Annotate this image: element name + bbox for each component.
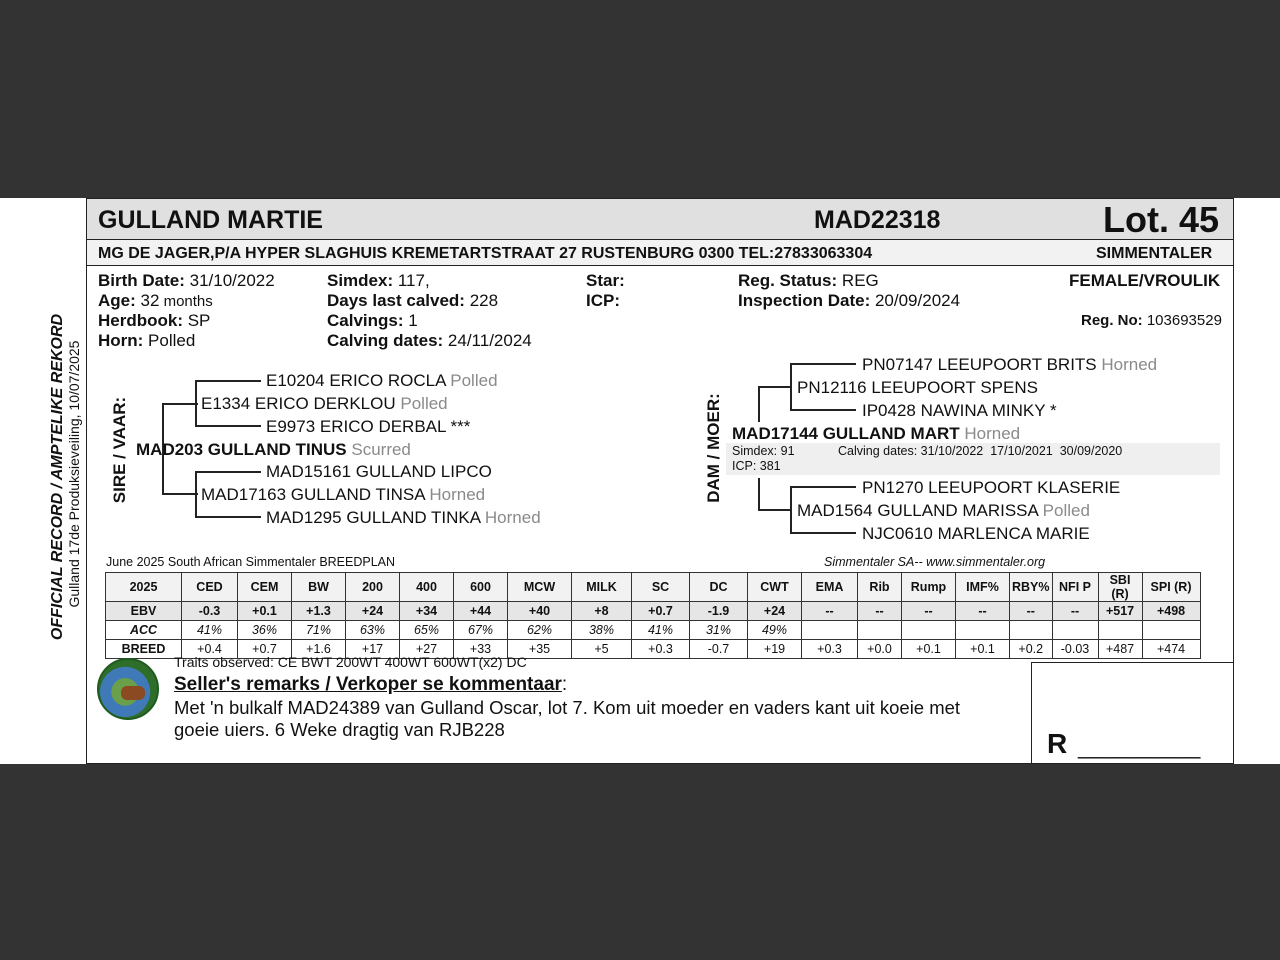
star: Star: xyxy=(586,271,625,290)
breed-cell: +19 xyxy=(748,640,802,659)
ebv-cell: +0.7 xyxy=(632,602,690,621)
ebv-cell: +498 xyxy=(1142,602,1200,621)
simdex: Simdex: 117, xyxy=(327,271,430,290)
breed-cell: +0.1 xyxy=(902,640,956,659)
days-last-calved: Days last calved: 228 xyxy=(327,291,499,310)
dgdam-bracket xyxy=(790,486,792,533)
ebv-cell: -- xyxy=(858,602,902,621)
ebv-header-row xyxy=(106,573,1201,602)
dgsire-bracket-bottom xyxy=(790,409,856,411)
breed-cell: -0.03 xyxy=(1052,640,1098,659)
inspection-date: Inspection Date: 20/09/2024 xyxy=(738,291,961,310)
owner-line: MG DE JAGER,P/A HYPER SLAGHUIS KREMETARTSTRAAT 27 RUSTENBURG 0300 TEL:27833063304 xyxy=(98,245,873,262)
horn-status: Horn: Polled xyxy=(98,331,196,350)
reg-status: Reg. Status: REG xyxy=(738,271,879,290)
ebv-cell: +8 xyxy=(572,602,632,621)
ebv-cell: +40 xyxy=(508,602,572,621)
header-cell: BW xyxy=(292,573,346,602)
dgsire-bracket xyxy=(790,363,792,410)
sire-gddam: MAD1295 GULLAND TINKA Horned xyxy=(266,508,541,527)
dam-label: DAM / MOER: xyxy=(704,393,723,503)
ebv-cell: -- xyxy=(1052,602,1098,621)
breed-cell: +35 xyxy=(508,640,572,659)
ebv-cell: +24 xyxy=(346,602,400,621)
age: Age: 32 months xyxy=(98,291,213,310)
ebv-cell: +34 xyxy=(400,602,454,621)
acc-cell xyxy=(1142,621,1200,640)
header-cell: RBY% xyxy=(1010,573,1053,602)
remarks-line-2: goeie uiers. 6 Weke dragtig van RJB228 xyxy=(174,719,505,740)
acc-row xyxy=(106,621,1201,640)
lot-number: Lot. 45 xyxy=(1103,199,1220,240)
header-cell: 2025 xyxy=(106,573,182,602)
ebv-cell: +24 xyxy=(748,602,802,621)
acc-cell: 63% xyxy=(346,621,400,640)
acc-cell: ACC xyxy=(106,621,182,640)
breed-cell: -0.7 xyxy=(690,640,748,659)
breed-name: SIMMENTALER xyxy=(1096,245,1213,262)
header-cell: 600 xyxy=(454,573,508,602)
dam-name: MAD17144 GULLAND MART Horned xyxy=(732,424,1021,443)
header-cell: IMF% xyxy=(956,573,1010,602)
remarks-heading: Seller's remarks / Verkoper se kommentaar: xyxy=(174,674,568,695)
header-cell: DC xyxy=(690,573,748,602)
header-cell: SPI (R) xyxy=(1142,573,1200,602)
ebv-cell: +1.3 xyxy=(292,602,346,621)
dgsire-bracket-top xyxy=(790,363,856,365)
breed-cell: +17 xyxy=(346,640,400,659)
gsire-bracket-top xyxy=(195,380,261,382)
acc-cell xyxy=(902,621,956,640)
breed-cell: +27 xyxy=(400,640,454,659)
herdbook: Herdbook: SP xyxy=(98,311,211,330)
sire-ggdam: E9973 ERICO DERBAL *** xyxy=(266,417,471,436)
breed-cell: BREED xyxy=(106,640,182,659)
acc-cell xyxy=(858,621,902,640)
header-cell: MCW xyxy=(508,573,572,602)
breed-cell: +0.3 xyxy=(632,640,690,659)
dgdam-bracket-top xyxy=(790,486,856,488)
dgdam-bracket-bottom xyxy=(790,532,856,534)
dam-ggsire: PN07147 LEEUPOORT BRITS Horned xyxy=(862,355,1158,374)
sire-name: MAD203 GULLAND TINUS Scurred xyxy=(136,440,411,459)
breed-cell: +474 xyxy=(1142,640,1200,659)
acc-cell xyxy=(956,621,1010,640)
ebv-cell: -- xyxy=(802,602,858,621)
sire-label: SIRE / VAAR: xyxy=(110,396,129,504)
animal-id: MAD22318 xyxy=(814,206,941,234)
ebv-row xyxy=(106,602,1201,621)
acc-cell: 62% xyxy=(508,621,572,640)
acc-cell xyxy=(802,621,858,640)
breedplan-website: Simmentaler SA-- www.simmentaler.org xyxy=(824,555,1046,569)
header-cell: 200 xyxy=(346,573,400,602)
sex: FEMALE/VROULIK xyxy=(1069,271,1221,290)
header-cell: 400 xyxy=(400,573,454,602)
sire-gdsire: MAD15161 GULLAND LIPCO xyxy=(266,462,492,481)
header-cell: EMA xyxy=(802,573,858,602)
ebv-cell: -- xyxy=(902,602,956,621)
animal-name: GULLAND MARTIE xyxy=(98,206,323,234)
ebv-cell: +517 xyxy=(1098,602,1142,621)
dam-bracket-bottom xyxy=(758,509,792,511)
header-cell: SBI (R) xyxy=(1098,573,1142,602)
dam-granddam: MAD1564 GULLAND MARISSA Polled xyxy=(797,501,1090,520)
header-cell: Rump xyxy=(902,573,956,602)
ebv-cell: +0.1 xyxy=(238,602,292,621)
dam-calving-dates: Calving dates: 31/10/2022 17/10/2021 30/09/2020 xyxy=(838,444,1123,458)
dam-ggdam: IP0428 NAWINA MINKY * xyxy=(862,401,1057,420)
calvings: Calvings: 1 xyxy=(327,311,418,330)
acc-cell: 41% xyxy=(632,621,690,640)
header-cell: MILK xyxy=(572,573,632,602)
acc-cell xyxy=(1010,621,1053,640)
breed-cell: +0.1 xyxy=(956,640,1010,659)
dam-gddam: NJC0610 MARLENCA MARIE xyxy=(862,524,1090,543)
ebv-cell: -- xyxy=(956,602,1010,621)
breed-cell: +0.0 xyxy=(858,640,902,659)
header-cell: CEM xyxy=(238,573,292,602)
acc-cell: 38% xyxy=(572,621,632,640)
gsire-bracket xyxy=(195,380,197,426)
acc-cell xyxy=(1052,621,1098,640)
ebv-cell: -1.9 xyxy=(690,602,748,621)
icp: ICP: xyxy=(586,291,620,310)
breed-cell: +33 xyxy=(454,640,508,659)
sale-name-label: Gulland 17de Produksieveiling, 10/07/2025 xyxy=(66,340,82,608)
birth-date: Birth Date: 31/10/2022 xyxy=(98,271,275,290)
simmentaler-logo-icon xyxy=(97,658,159,720)
breed-cell: +0.7 xyxy=(238,640,292,659)
breed-cell: +1.6 xyxy=(292,640,346,659)
gdam-bracket xyxy=(195,471,197,517)
dam-simdex: Simdex: 91 xyxy=(732,444,795,458)
sire-bracket-bottom xyxy=(162,493,198,495)
dam-gdsire: PN1270 LEEUPOORT KLASERIE xyxy=(862,478,1121,497)
breed-cell: +0.2 xyxy=(1010,640,1053,659)
acc-cell xyxy=(1098,621,1142,640)
dam-bracket-down xyxy=(758,478,760,510)
acc-cell: 31% xyxy=(690,621,748,640)
header-cell: SC xyxy=(632,573,690,602)
breed-cell: +5 xyxy=(572,640,632,659)
gdam-bracket-bottom xyxy=(195,516,261,518)
sire-bracket-top xyxy=(162,403,198,405)
breed-cell: +0.4 xyxy=(182,640,238,659)
sire-ggsire: E10204 ERICO ROCLA Polled xyxy=(266,371,498,390)
price-currency: R xyxy=(1047,728,1068,759)
official-record-label: OFFICIAL RECORD / AMPTELIKE REKORD xyxy=(49,313,66,641)
calving-dates: Calving dates: 24/11/2024 xyxy=(327,331,532,350)
dam-bracket-up xyxy=(758,386,760,422)
dam-icp: ICP: 381 xyxy=(732,459,781,473)
ebv-cell: -0.3 xyxy=(182,602,238,621)
reg-no: Reg. No: 103693529 xyxy=(1081,312,1222,329)
header-cell: CWT xyxy=(748,573,802,602)
remarks-line-1: Met 'n bulkalf MAD24389 van Gulland Oscar, lot 7. Kom uit moeder en vaders kant uit koeie met xyxy=(174,697,961,718)
header-cell: CED xyxy=(182,573,238,602)
acc-cell: 36% xyxy=(238,621,292,640)
traits-observed: Traits observed: CE BWT 200WT 400WT 600WT(x2) DC xyxy=(174,654,527,670)
ebv-table xyxy=(105,572,1201,659)
acc-cell: 67% xyxy=(454,621,508,640)
breed-cell: +0.3 xyxy=(802,640,858,659)
breed-cell: +487 xyxy=(1098,640,1142,659)
dam-bracket-top xyxy=(758,386,792,388)
acc-cell: 65% xyxy=(400,621,454,640)
ebv-cell: +44 xyxy=(454,602,508,621)
acc-cell: 49% xyxy=(748,621,802,640)
price-blank: __________ xyxy=(1078,734,1201,759)
sire-grandsire: E1334 ERICO DERKLOU Polled xyxy=(201,394,448,413)
header-cell: Rib xyxy=(858,573,902,602)
breedplan-caption: June 2025 South African Simmentaler BREEDPLAN xyxy=(106,555,396,569)
ebv-cell: EBV xyxy=(106,602,182,621)
ebv-cell: -- xyxy=(1010,602,1053,621)
header-cell: NFI P xyxy=(1052,573,1098,602)
gdam-bracket-top xyxy=(195,471,261,473)
gsire-bracket-bottom xyxy=(195,425,261,427)
acc-cell: 71% xyxy=(292,621,346,640)
acc-cell: 41% xyxy=(182,621,238,640)
sire-granddam: MAD17163 GULLAND TINSA Horned xyxy=(201,485,486,504)
dam-grandsire: PN12116 LEEUPOORT SPENS xyxy=(797,378,1038,397)
lot-card-sheet xyxy=(0,198,1280,764)
